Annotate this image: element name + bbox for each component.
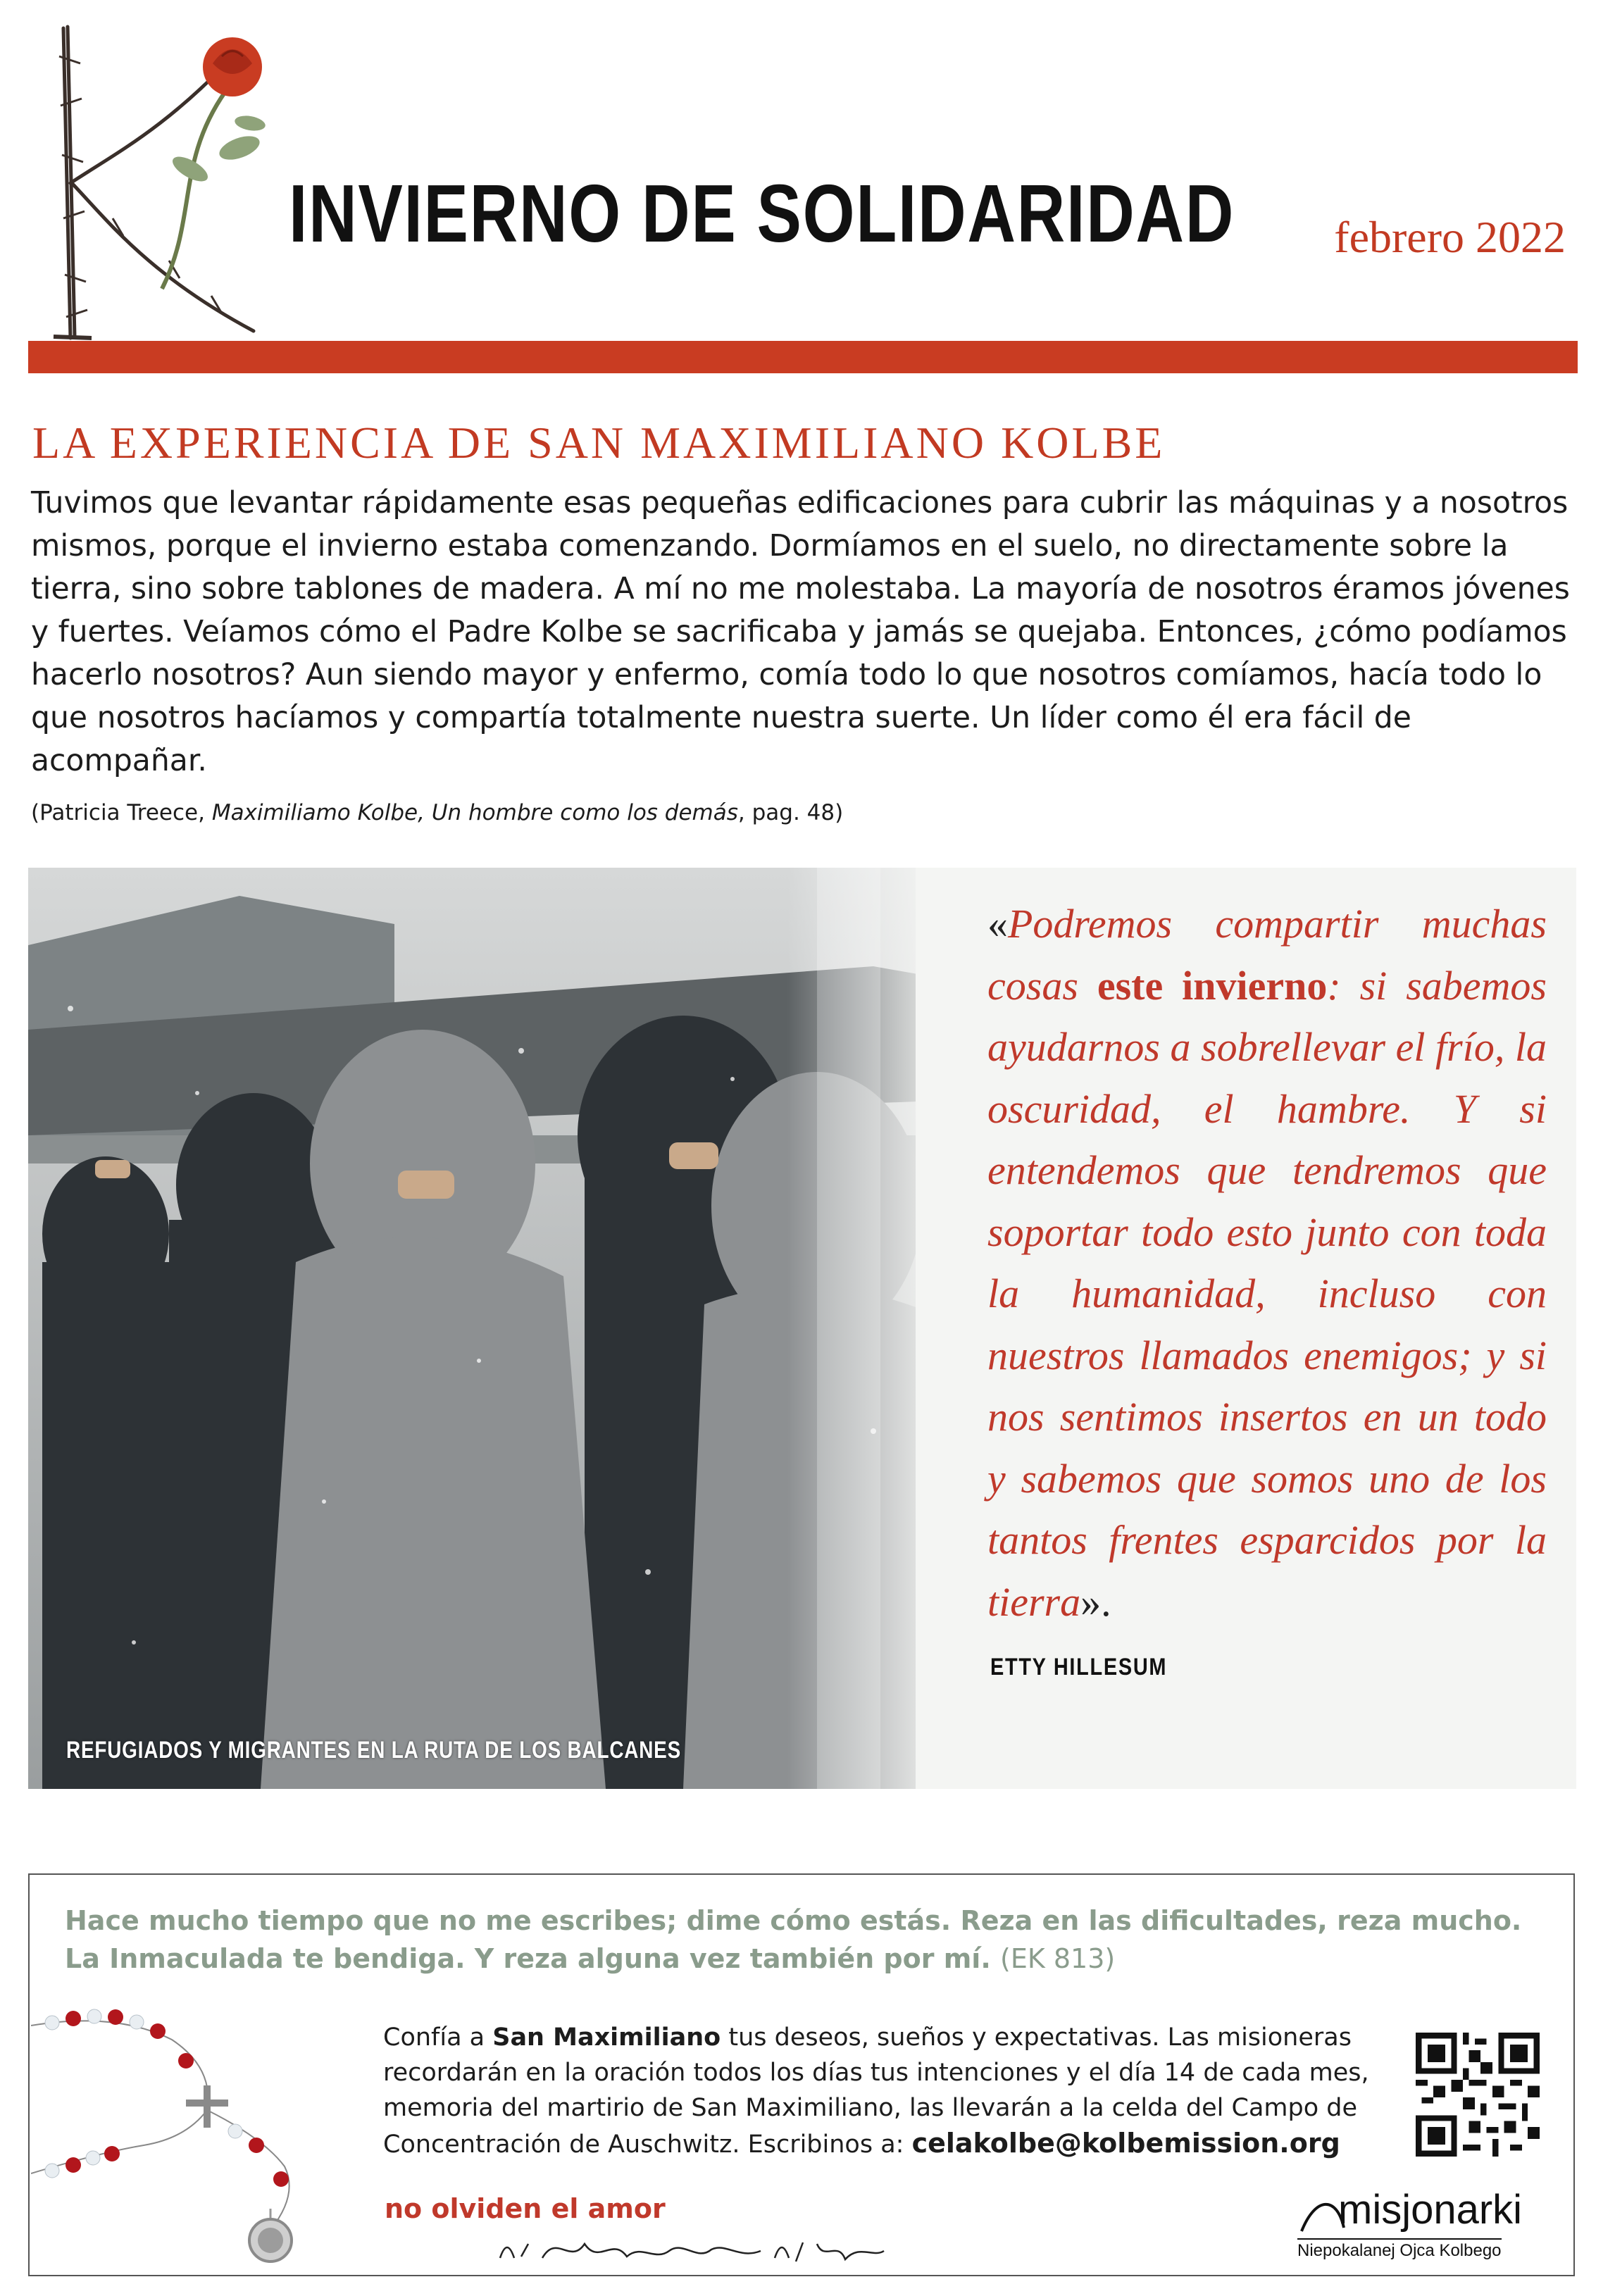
organization-name: misjonarki bbox=[1338, 2187, 1523, 2233]
citation-prefix: (Patricia Treece, bbox=[31, 800, 212, 825]
etty-hillesum-quote bbox=[987, 893, 1547, 1633]
contact-email-link[interactable]: celakolbe@kolbemission.org bbox=[911, 2128, 1340, 2159]
citation-suffix: , pag. 48) bbox=[737, 800, 844, 825]
organization-subtitle: Niepokalanej Ojca Kolbego bbox=[1297, 2238, 1502, 2261]
photo-caption: REFUGIADOS Y MIGRANTES EN LA RUTA DE LOS BALCANES bbox=[66, 1737, 682, 1764]
section-title: LA EXPERIENCIA DE SAN MAXIMILIANO KOLBE bbox=[32, 418, 1166, 468]
intentions-saint-name: San Maximiliano bbox=[492, 2023, 721, 2052]
section-body-paragraph: Tuvimos que levantar rápidamente esas pequeñas edificaciones para cubrir las máquinas y a nosotros mismos, porque el invierno estaba comenzando. Dormíamos en el suelo, no directamente sobre la tierra, sino sobre tablones de madera. A mí no me molestaba. La mayoría de nosotros éramos jóvenes y fuertes. Veíamos cómo el Padre Kolbe se sacrificaba y jamás se quejaba. Entonces, ¿cómo podíamos hacerlo nosotros? Aun siendo mayor y enfermo, comía todo lo que nosotros comíamos, hacía todo lo que nosotros hacíamos y compartía totalmente nuestra suerte. Un líder como él era fácil de acompañar. bbox=[31, 486, 1570, 778]
section-body bbox=[31, 482, 1580, 782]
qr-code[interactable] bbox=[1416, 2033, 1540, 2157]
rosary-image bbox=[31, 1997, 327, 2272]
page-title: INVIERNO DE SOLIDARIDAD bbox=[289, 168, 1235, 259]
letter-quote-text: Hace mucho tiempo que no me escribes; dime cómo estás. Reza en las dificultades, reza mucho. La Inmaculada te bendiga. Y reza alguna vez también por mí. bbox=[65, 1905, 1522, 1974]
quote-author: ETTY HILLESUM bbox=[990, 1654, 1168, 1680]
header-divider-bar bbox=[28, 341, 1578, 373]
citation bbox=[31, 800, 843, 825]
intentions-text-2: tus deseos, sueños y expectativas. Las misioneras recordarán en la oración todos los días tus intenciones y el día 14 de cada mes, memoria del martirio de San Maximiliano, las llevarán a la celda del Campo de Concentración de Auschwitz. Escribinos a: bbox=[383, 2023, 1369, 2159]
intentions-text bbox=[383, 2020, 1383, 2162]
kolbe-letter-quote bbox=[65, 1902, 1544, 1978]
quote-emphasis: este invierno bbox=[1097, 962, 1328, 1009]
tagline: no olviden el amor bbox=[385, 2193, 666, 2224]
quote-text-after: : si sabemos ayudarnos a sobrellevar el frío, la oscuridad, el hambre. Y si entendemos que tendremos que soportar todo esto junto con toda la humanidad, incluso con nuestros llamados enemigos; y si nos sentimos insertos en un todo y sabemos que somos uno de los tantos frentes esparcidos por la tierra bbox=[987, 962, 1547, 1625]
intentions-text-1: Confía a bbox=[383, 2023, 493, 2052]
quote-open-mark: « bbox=[987, 901, 1008, 947]
refugees-winter-photo bbox=[28, 868, 954, 1789]
kolbe-signature bbox=[493, 2230, 887, 2271]
quote-text-before: Podremos compartir muchas cosas bbox=[987, 901, 1547, 1009]
kolbe-k-rose-logo bbox=[28, 7, 296, 345]
issue-date: febrero 2022 bbox=[1334, 212, 1566, 262]
letter-quote-reference: (EK 813) bbox=[1000, 1943, 1116, 1974]
quote-close-mark: ». bbox=[1080, 1578, 1111, 1625]
citation-book: Maximiliamo Kolbe, Un hombre como los demás bbox=[211, 800, 738, 825]
